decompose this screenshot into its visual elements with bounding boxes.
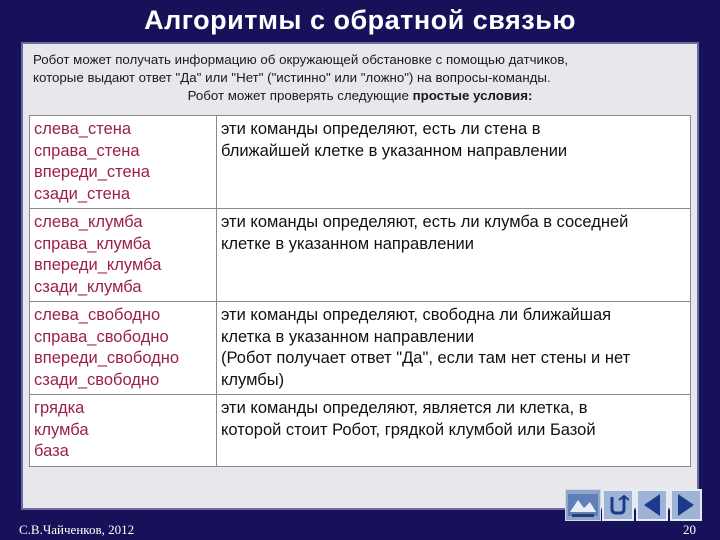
next-slide-button[interactable]	[670, 489, 702, 521]
intro-line-3-plain: Робот может проверять следующие	[187, 88, 413, 103]
command: справа_свободно	[34, 327, 169, 346]
command: впереди_клумба	[34, 256, 162, 274]
triangle-right-icon	[678, 494, 694, 516]
description-line: эти команды определяют, есть ли стена в	[221, 120, 541, 138]
intro-line-2: которые выдают ответ "Да" или "Нет" ("истинно" или "ложно") на вопросы-команды.	[33, 70, 551, 85]
command: сзади_стена	[34, 184, 131, 203]
table-row	[30, 116, 691, 209]
description-line: ближайшей клетке в указанном направлении	[221, 141, 568, 160]
school-logo-graphic	[566, 490, 600, 520]
school-logo-icon	[565, 489, 601, 521]
description-line: (Робот получает ответ "Да", если там нет стены и нет	[221, 349, 631, 367]
command: слева_стена	[34, 120, 132, 138]
content-panel	[21, 42, 699, 510]
intro-line-3-bold: простые условия:	[412, 88, 533, 103]
description-cell	[217, 116, 691, 209]
description-line: эти команды определяют, свободна ли ближайшая	[221, 306, 612, 324]
description-cell	[217, 302, 691, 395]
description-line: клетка в указанном направлении	[221, 327, 475, 346]
intro-text	[23, 44, 697, 105]
commands-cell	[30, 395, 217, 467]
description-line: которой стоит Робот, грядкой клумбой или Базой	[221, 420, 596, 439]
description-line: клумбы)	[221, 370, 285, 389]
command: грядка	[34, 399, 85, 417]
command: база	[34, 442, 69, 460]
intro-line-1: Робот может получать информацию об окружающей обстановке с помощью датчиков,	[33, 52, 569, 67]
command: впереди_свободно	[34, 349, 180, 367]
command: справа_клумба	[34, 234, 151, 253]
description-line: клетке в указанном направлении	[221, 234, 474, 253]
return-arrow-icon	[607, 494, 629, 516]
command: клумба	[34, 420, 89, 439]
conditions-table	[29, 115, 691, 467]
table-row	[30, 209, 691, 302]
description-line: эти команды определяют, является ли клетка, в	[221, 399, 588, 417]
commands-cell	[30, 116, 217, 209]
command: сзади_свободно	[34, 370, 160, 389]
commands-cell	[30, 302, 217, 395]
footer-author: С.В.Чайченков, 2012	[19, 522, 135, 537]
command: впереди_стена	[34, 163, 150, 181]
command: справа_стена	[34, 141, 140, 160]
return-button[interactable]	[602, 489, 634, 521]
description-line: эти команды определяют, есть ли клумба в соседней	[221, 213, 629, 231]
intro-line-3	[33, 87, 687, 105]
triangle-left-icon	[644, 494, 660, 516]
command: сзади_клумба	[34, 277, 142, 296]
description-cell	[217, 395, 691, 467]
commands-cell	[30, 209, 217, 302]
description-cell	[217, 209, 691, 302]
table-row	[30, 395, 691, 467]
previous-slide-button[interactable]	[636, 489, 668, 521]
command: слева_клумба	[34, 213, 143, 231]
slide-title: Алгоритмы с обратной связью	[144, 5, 576, 35]
command: слева_свободно	[34, 306, 161, 324]
page-number: 20	[683, 522, 696, 537]
table-row	[30, 302, 691, 395]
